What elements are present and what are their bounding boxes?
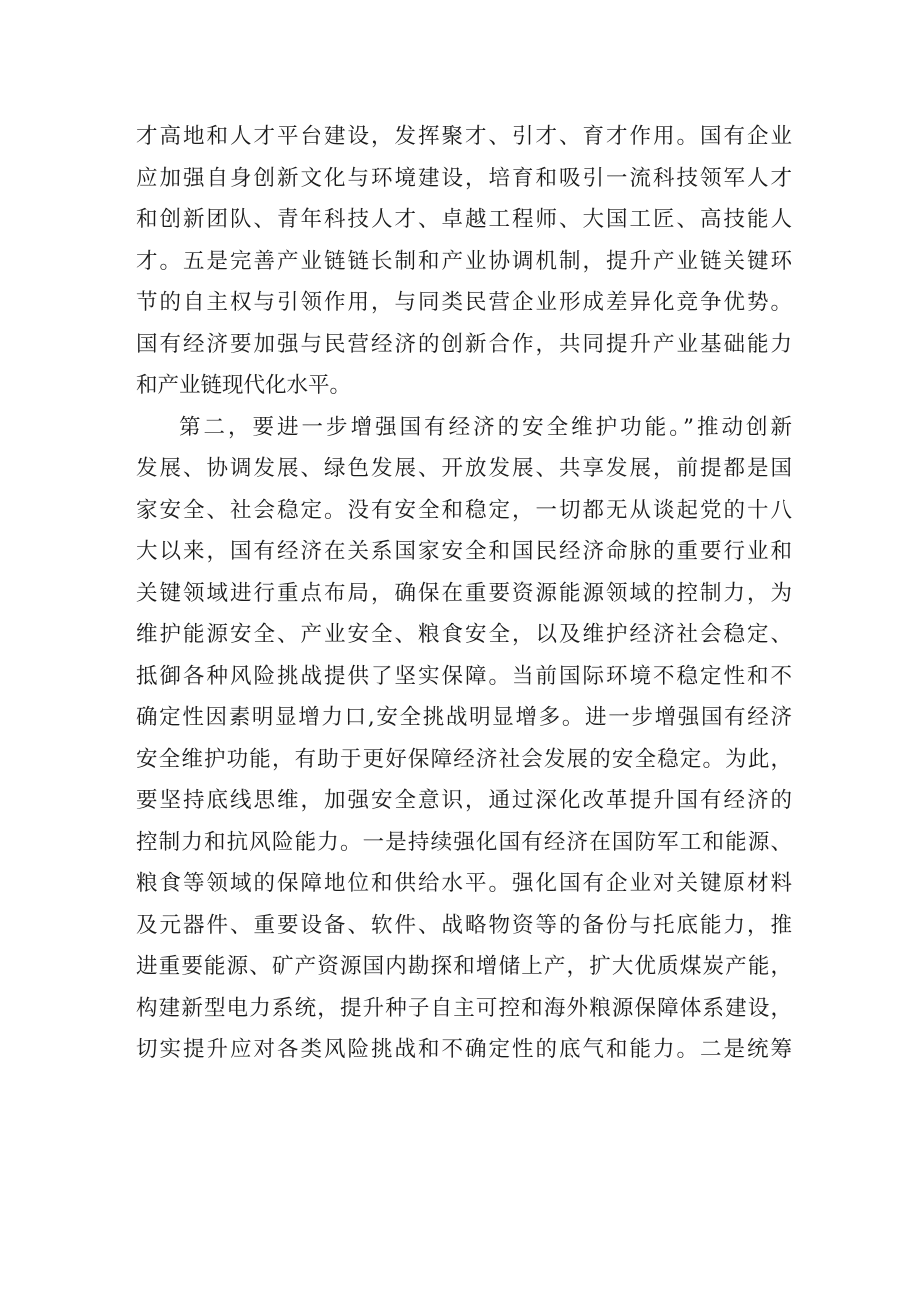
text-line: 国有经济要加强与民营经济的创新合作，共同提升产业基础能力 bbox=[136, 331, 792, 357]
text-line: 才高地和人才平台建设，发挥聚才、引才、育才作用。国有企业 bbox=[136, 124, 792, 149]
text-line: 应加强自身创新文化与环境建设，培育和吸引一流科技领军人才 bbox=[136, 165, 792, 191]
text-line: 确定性因素明显增力口,安全挑战明显增多。进一步增强国有经济 bbox=[136, 705, 792, 730]
paragraph-end-line: 和产业链现代化水平。 bbox=[136, 373, 352, 398]
text-line: 家安全、社会稳定。没有安全和稳定，一切都无从谈起党的十八 bbox=[136, 497, 792, 523]
text-line: 大以来，国有经济在关系国家安全和国民经济命脉的重要行业和 bbox=[136, 539, 792, 564]
paragraph-start-line: 第二，要进一步增强国有经济的安全维护功能。”推动创新 bbox=[179, 414, 792, 440]
text-line: 安全维护功能，有助于更好保障经济社会发展的安全稳定。为此， bbox=[136, 746, 792, 772]
text-line: 进重要能源、矿产资源国内勘探和增储上产，扩大优质煤炭产能， bbox=[136, 954, 792, 979]
body-text bbox=[136, 116, 792, 1071]
text-line: 节的自主权与引领作用，与同类民营企业形成差异化竞争优势。 bbox=[136, 290, 792, 315]
text-line: 要坚持底线思维，加强安全意识，通过深化改革提升国有经济的 bbox=[136, 788, 792, 813]
text-line: 才。五是完善产业链链长制和产业协调机制，提升产业链关键环 bbox=[136, 248, 792, 274]
text-line: 粮食等领域的保障地位和供给水平。强化国有企业对关键原材料 bbox=[136, 871, 792, 896]
text-line: 发展、协调发展、绿色发展、开放发展、共享发展，前提都是国 bbox=[136, 456, 792, 481]
text-line: 构建新型电力系统，提升种子自主可控和海外粮源保障体系建设， bbox=[136, 995, 792, 1021]
text-line: 和创新团队、青年科技人才、卓越工程师、大国工匠、高技能人 bbox=[136, 207, 792, 232]
text-line: 维护能源安全、产业安全、粮食安全，以及维护经济社会稳定、 bbox=[136, 622, 792, 647]
text-line: 切实提升应对各类风险挑战和不确定性的底气和能力。二是统筹 bbox=[136, 1037, 792, 1062]
text-line: 控制力和抗风险能力。一是持续强化国有经济在国防军工和能源、 bbox=[136, 829, 792, 855]
text-line: 关键领域进行重点布局，确保在重要资源能源领域的控制力，为 bbox=[136, 580, 792, 606]
text-line: 抵御各种风险挑战提供了坚实保障。当前国际环境不稳定性和不 bbox=[136, 663, 792, 689]
text-line: 及元器件、重要设备、软件、战略物资等的备份与托底能力，推 bbox=[136, 912, 792, 938]
